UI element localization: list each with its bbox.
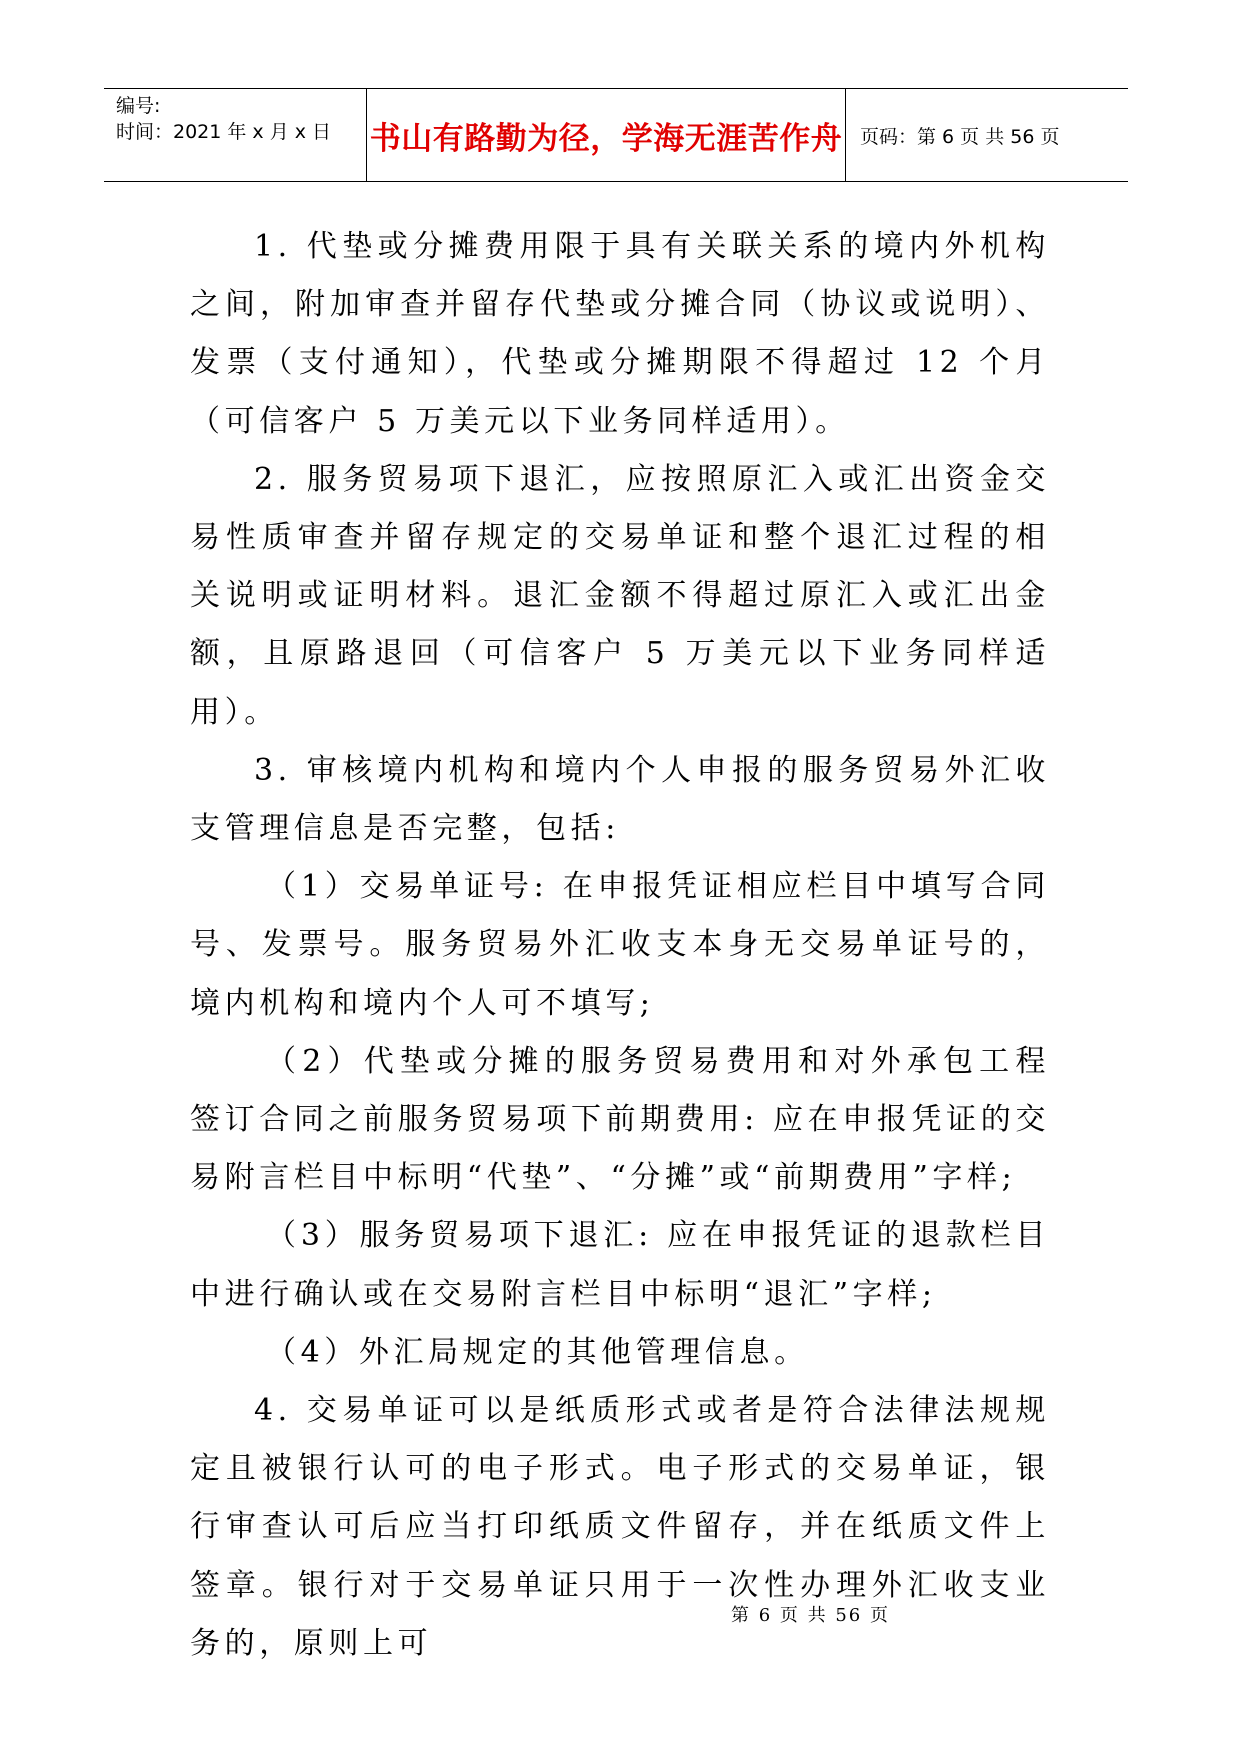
paragraph-3-item-3: （3）服务贸易项下退汇: 应在申报凭证的退款栏目中进行确认或在交易附言栏目中标明“退汇”字样; [190,1218,1050,1312]
header-motto: 书山有路勤为径，学海无涯苦作舟 [366,89,846,181]
paragraph-1: 1. 代垫或分摊费用限于具有关联关系的境内外机构之间，附加审查并留存代垫或分摊合同（协议或说明）、发票（支付通知），代垫或分摊期限不得超过 12 个月（可信客户 5 万美元以下业务同样适用）。 [190,229,1050,439]
paragraph-3-item-4: （4）外汇局规定的其他管理信息。 [266,1334,809,1370]
document-number-label: 编号: [116,95,161,117]
document-header [104,88,1128,182]
paragraph-3-item-2: （2）代垫或分摊的服务贸易费用和对外承包工程签订合同之前服务贸易项下前期费用: 应在申报凭证的交易附言栏目中标明“代垫”、“分摊”或“前期费用”字样; [190,1043,1050,1196]
paragraph-3: 3. 审核境内机构和境内个人申报的服务贸易外汇收支管理信息是否完整，包括: [190,752,1050,847]
document-time-label: 时间：2021 年 x 月 x 日 [116,121,332,143]
document-body [190,218,1050,1673]
header-page-info: 页码：第 6 页 共 56 页 [860,125,1060,148]
paragraph-3-item-1: （1）交易单证号: 在申报凭证相应栏目中填写合同号、发票号。服务贸易外汇收支本身无交易单证号的，境内机构和境内个人可不填写; [190,869,1050,1021]
paragraph-4: 4. 交易单证可以是纸质形式或者是符合法律法规规定且被银行认可的电子形式。电子形式的交易单证，银行审查认可后应当打印纸质文件留存，并在纸质文件上签章。银行对于交易单证只用于一次性办理外汇收支业务的，原则上可 [190,1393,1050,1661]
header-meta [104,89,366,181]
paragraph-2: 2. 服务贸易项下退汇，应按照原汇入或汇出资金交易性质审查并留存规定的交易单证和整个退汇过程的相关说明或证明材料。退汇金额不得超过原汇入或汇出金额，且原路退回（可信客户 5 万美元以下业务同样适用）。 [190,461,1050,730]
page-footer: 第 6 页 共 56 页 [731,1605,890,1626]
